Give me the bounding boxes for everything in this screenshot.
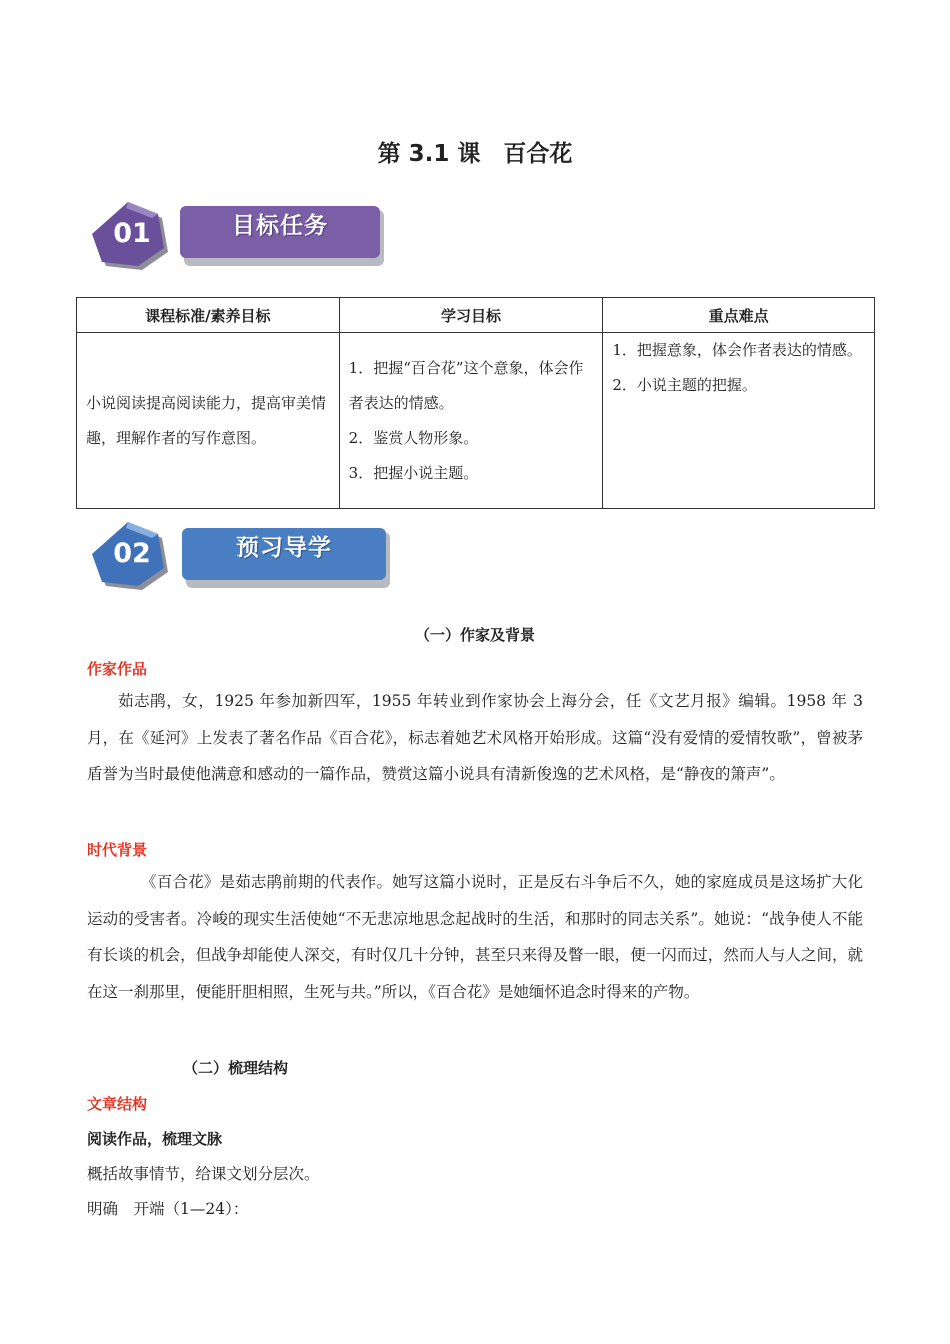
cell-text: 1．把握“百合花”这个意象，体会作者表达的情感。: [348, 358, 584, 412]
table-header-row: [77, 298, 875, 333]
section-label: 目标任务: [232, 213, 328, 239]
goals-table: [76, 297, 875, 509]
heading-background: 时代背景: [87, 841, 148, 859]
section-number: 01: [113, 218, 151, 249]
table-cell-keypoints: [603, 333, 875, 509]
section-label: 预习导学: [236, 535, 332, 561]
table-header: 课程标准/素养目标: [77, 298, 340, 333]
cell-text: 2．小说主题的把握。: [612, 376, 757, 394]
cell-text: 1．把握意象，体会作者表达的情感。: [612, 341, 862, 359]
paragraph-background: 《百合花》是茹志鹃前期的代表作。她写这篇小说时，正是反右斗争后不久，她的家庭成员是这场扩大化运动的受害者。冷峻的现实生活使她“不无悲凉地思念起战时的生活，和那时的同志关系”。她说：“战争使人不能有长谈的机会，但战争却能使人深交，有时仅几十分钟，甚至只来得及瞥一眼，便一闪而过，然而人与人之间，就在这一刹那里，便能肝胆相照，生死与共。”所以，《百合花》是她缅怀追念时得来的产物。: [87, 873, 863, 1001]
structure-instruction: 阅读作品，梳理文脉: [87, 1130, 223, 1148]
page-title: 第 3.1 课 百合花: [377, 141, 573, 167]
table-header: 学习目标: [339, 298, 603, 333]
cell-text: 小说阅读提高阅读能力，提高审美情趣，理解作者的写作意图。: [86, 393, 327, 447]
heading-author-works: 作家作品: [87, 660, 148, 678]
cell-text: 3．把握小说主题。: [348, 463, 479, 482]
heading-structure: 文章结构: [87, 1095, 148, 1113]
subsection-heading: （一）作家及背景: [414, 626, 535, 644]
section-banner-goals: [92, 200, 392, 272]
section-number: 02: [113, 538, 151, 569]
subsection-heading: （二）梳理结构: [183, 1059, 289, 1077]
table-cell-objectives: [339, 333, 603, 509]
table-cell-standard: [77, 333, 340, 509]
table-header: 重点难点: [603, 298, 875, 333]
structure-task: 概括故事情节，给课文划分层次。: [87, 1165, 320, 1183]
paragraph-author: 茹志鹃，女，1925 年参加新四军，1955 年转业到作家协会上海分会，任《文艺月报》编辑。1958 年 3 月，在《延河》上发表了著名作品《百合花》，标志着她艺术风格开始形成。这篇“没有爱情的爱情牧歌”，曾被茅盾誉为当时最使他满意和感动的一篇作品，赞赏这篇小说具有清新俊逸的艺术风格，是“静夜的箫声”。: [87, 692, 863, 783]
structure-answer: 明确 开端（1—24）：: [87, 1200, 249, 1218]
table-row: [77, 333, 875, 509]
section-banner-preview: [92, 520, 392, 592]
cell-text: 2．鉴赏人物形象。: [348, 428, 479, 447]
